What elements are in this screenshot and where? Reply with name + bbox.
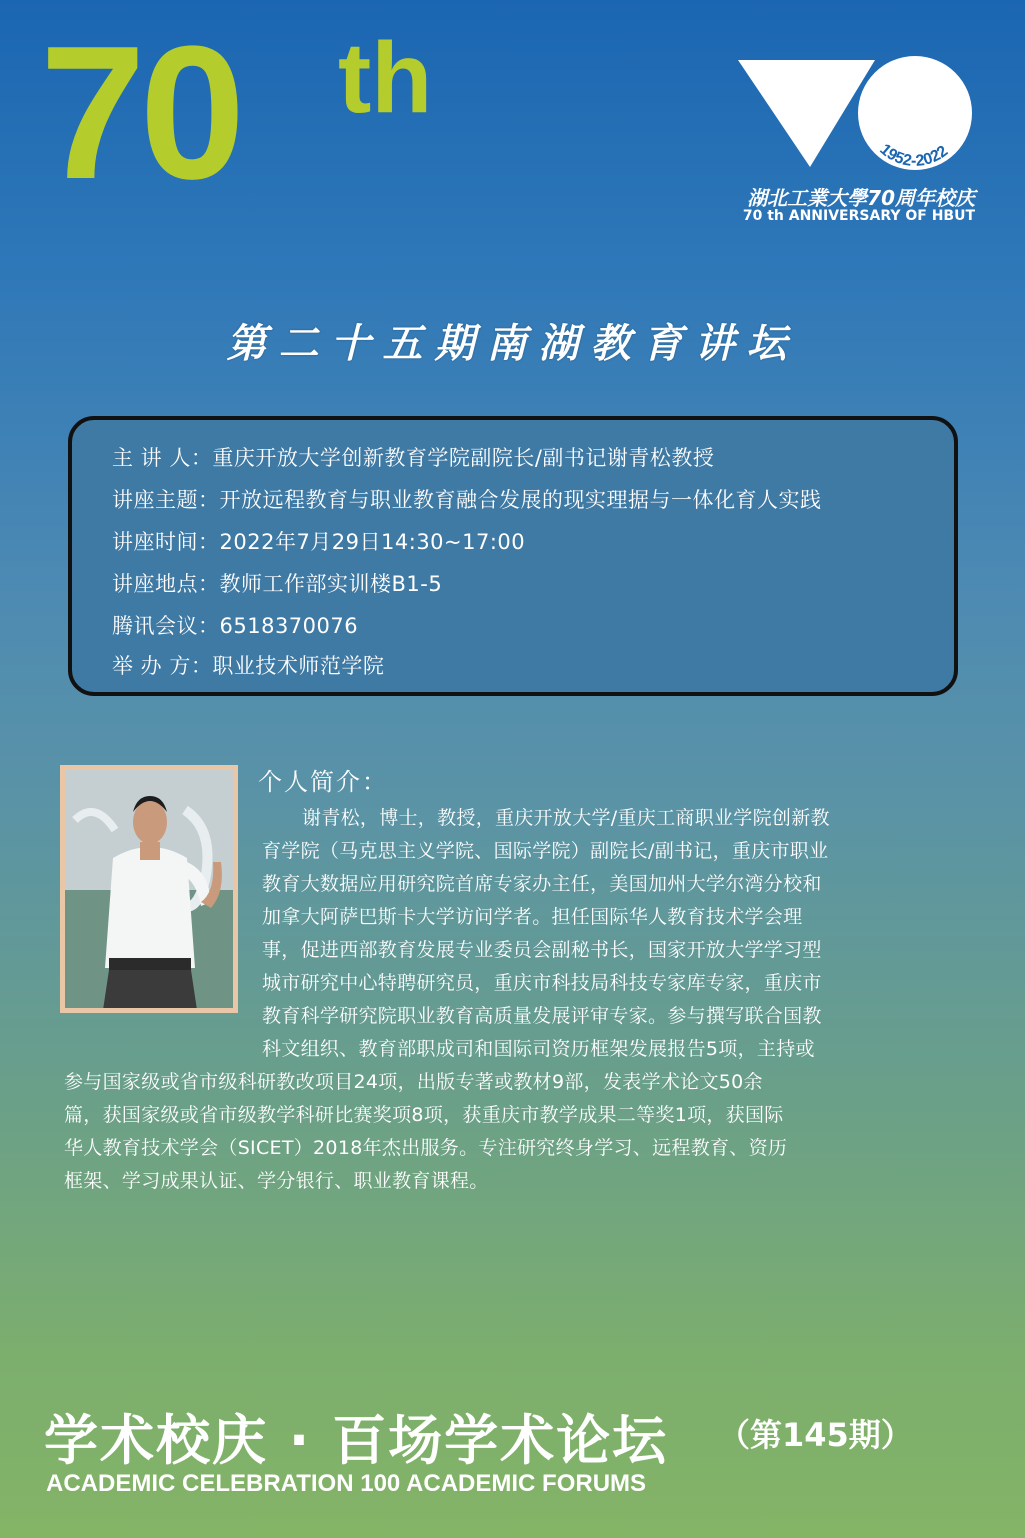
info-label: 主 讲 人： xyxy=(112,446,213,470)
speaker-photo xyxy=(65,770,233,1008)
info-label: 腾讯会议： xyxy=(112,614,220,638)
bio-heading: 个人简介： xyxy=(258,768,388,796)
bio-line: 华人教育技术学会（SICET）2018年杰出服务。专注研究终身学习、远程教育、资历 xyxy=(64,1137,788,1159)
logo-years: 1952-2022 xyxy=(876,141,952,171)
info-value: 6518370076 xyxy=(219,614,359,638)
info-label: 举 办 方： xyxy=(112,654,213,678)
bio-line: 教育大数据应用研究院首席专家办主任，美国加州大学尔湾分校和 xyxy=(262,873,822,895)
bio-line: 篇，获国家级或省市级教学科研比赛奖项8项，获重庆市教学成果二等奖1项，获国际 xyxy=(64,1104,784,1126)
speaker-photo-frame xyxy=(60,765,238,1013)
bio-line: 育学院（马克思主义学院、国际学院）副院长/副书记，重庆市职业 xyxy=(262,840,829,862)
bio-line: 科文组织、教育部职成司和国际司资历框架发展报告5项，主持或 xyxy=(262,1038,815,1060)
forum-title: 第二十五期南湖教育讲坛 xyxy=(226,320,799,367)
bio-line: 谢青松，博士，教授，重庆开放大学/重庆工商职业学院创新教 xyxy=(302,807,830,829)
info-row-speaker xyxy=(112,442,714,472)
info-row-location xyxy=(112,568,442,598)
info-label: 讲座时间： xyxy=(112,530,220,554)
info-value: 教师工作部实训楼B1-5 xyxy=(219,572,443,596)
logo-en-text: 70 th ANNIVERSARY OF HBUT xyxy=(742,208,975,224)
info-value: 重庆开放大学创新教育学院副院长/副书记谢青松教授 xyxy=(212,446,715,470)
info-value: 开放远程教育与职业教育融合发展的现实理据与一体化育人实践 xyxy=(219,488,822,512)
big-70-number: 70 xyxy=(40,7,240,219)
info-row-organizer xyxy=(112,650,384,680)
info-row-topic xyxy=(112,484,822,514)
info-label: 讲座地点： xyxy=(112,572,220,596)
bio-line: 教育科学研究院职业教育高质量发展评审专家。参与撰写联合国教 xyxy=(262,1005,822,1027)
logo-cn-text: 湖北工業大學70周年校庆 xyxy=(747,186,975,210)
info-label: 讲座主题： xyxy=(112,488,220,512)
big-th-suffix: th xyxy=(338,22,433,134)
bio-line: 城市研究中心特聘研究员，重庆市科技局科技专家库专家，重庆市 xyxy=(262,972,822,994)
info-value: 2022年7月29日14:30~17:00 xyxy=(219,530,526,554)
footer-title-cn: 学术校庆 · 百场学术论坛 xyxy=(44,1409,669,1472)
lecture-info-box xyxy=(68,416,958,696)
info-row-time xyxy=(112,526,525,556)
footer-issue: （第145期） xyxy=(718,1416,913,1454)
bio-line: 加拿大阿萨巴斯卡大学访问学者。担任国际华人教育技术学会理 xyxy=(262,906,803,928)
bio-line: 框架、学习成果认证、学分银行、职业教育课程。 xyxy=(64,1170,489,1192)
footer-title-en: ACADEMIC CELEBRATION 100 ACADEMIC FORUMS xyxy=(46,1470,647,1497)
info-row-meeting xyxy=(112,610,358,640)
info-value: 职业技术师范学院 xyxy=(212,654,385,678)
bio-line: 事，促进西部教育发展专业委员会副秘书长，国家开放大学学习型 xyxy=(262,939,822,961)
bio-line: 参与国家级或省市级科研教改项目24项，出版专著或教材9部，发表学术论文50余 xyxy=(64,1071,763,1093)
